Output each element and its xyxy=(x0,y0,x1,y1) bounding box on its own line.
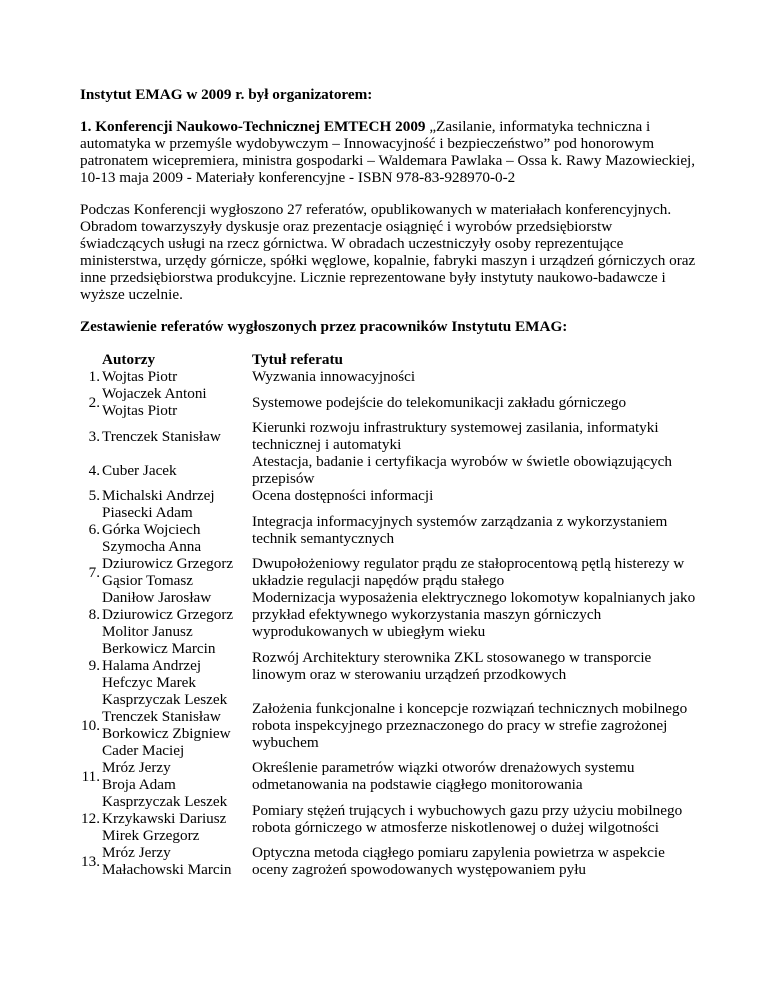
author-name: Cuber Jacek xyxy=(102,461,177,479)
header-title: Tytuł referatu xyxy=(252,351,343,368)
author-name: Kasprzyczak Leszek xyxy=(102,793,228,810)
row-authors xyxy=(102,487,252,504)
row-number: 6. xyxy=(88,521,100,538)
conference-title: 1. Konferencji Naukowo-Technicznej EMTECH 2009 xyxy=(80,118,426,135)
row-number: 2. xyxy=(88,393,100,411)
header-num-cell xyxy=(80,351,102,368)
table-row xyxy=(80,504,700,555)
row-title: Kierunki rozwoju infrastruktury systemowej zasilania, informatyki technicznej i automatyki xyxy=(252,419,659,453)
table-row xyxy=(80,589,700,640)
row-authors xyxy=(102,793,252,844)
row-title: Integracja informacyjnych systemów zarządzania z wykorzystaniem technik semantycznych xyxy=(252,512,668,547)
table-row xyxy=(80,759,700,793)
table-row xyxy=(80,453,700,487)
summary-paragraph: Podczas Konferencji wygłoszono 27 referatów, opublikowanych w materiałach konferencyjnych. Obradom towarzyszyły dyskusje oraz prezentacje osiągnięć i wyrobów przedsiębiorstw świadczących usługi na rzecz górnictwa. W obradach uczestniczyły osoby reprezentujące ministerstwa, urzędy górnicze, spółki węglowe, kopalnie, fabryki maszyn i urządzeń górniczych oraz inne przedsiębiorstwa produkcyjne. Licznie reprezentowane były instytuty naukowo-badawcze i wyższe uczelnie. xyxy=(80,201,696,303)
author-name: Hefczyc Marek xyxy=(102,674,197,691)
author-name: Broja Adam xyxy=(102,776,176,793)
row-title: Optyczna metoda ciągłego pomiaru zapylenia powietrza w aspekcie oceny zagrożeń spowodowanych występowaniem pyłu xyxy=(252,844,665,878)
table-row xyxy=(80,793,700,844)
row-authors xyxy=(102,368,252,385)
author-name: Kasprzyczak Leszek xyxy=(102,691,228,708)
row-authors xyxy=(102,640,252,691)
author-name: Michalski Andrzej xyxy=(102,487,215,504)
table-row xyxy=(80,419,700,453)
row-title: Ocena dostępności informacji xyxy=(252,487,434,504)
author-name: Molitor Janusz xyxy=(102,623,193,640)
table-row xyxy=(80,368,700,385)
row-title: Pomiary stężeń trujących i wybuchowych gazu przy użyciu mobilnego robota górniczego w atmosferze niskotlenowej o dużej wilgotności xyxy=(252,801,683,836)
row-number: 5. xyxy=(88,487,100,504)
row-authors xyxy=(102,759,252,793)
author-name: Mirek Grzegorz xyxy=(102,827,200,844)
author-name: Daniłow Jarosław xyxy=(102,589,212,606)
row-authors xyxy=(102,504,252,555)
row-title: Rozwój Architektury sterownika ZKL stosowanego w transporcie linowym oraz w sterowaniu urządzeń przodkowych xyxy=(252,648,652,683)
header-authors: Autorzy xyxy=(102,351,156,368)
author-name: Trenczek Stanisław xyxy=(102,427,221,445)
table-row xyxy=(80,844,700,878)
table-row xyxy=(80,385,700,419)
author-name: Borkowicz Zbigniew xyxy=(102,725,231,742)
author-name: Wojtas Piotr xyxy=(102,402,178,419)
author-name: Halama Andrzej xyxy=(102,657,202,674)
author-name: Dziurowicz Grzegorz xyxy=(102,555,234,572)
row-title: Wyzwania innowacyjności xyxy=(252,368,416,385)
row-authors xyxy=(102,691,252,759)
row-number: 4. xyxy=(88,461,100,479)
row-authors xyxy=(102,589,252,640)
conference-paragraph xyxy=(80,118,700,186)
table-row xyxy=(80,487,700,504)
conference-details: „Zasilanie, informatyka techniczna i automatyka w przemyśle wydobywczym – Innowacyjność i bezpieczeństwo” pod honorowym patronatem wicepremiera, ministra gospodarki – Waldemara Pawlaka – Ossa k. Rawy Mazowieckiej, 10-13 maja 2009 - Materiały konferencyjne - ISBN 978-83-928970-0-2 xyxy=(80,118,696,186)
row-number: 3. xyxy=(88,427,100,445)
row-authors xyxy=(102,385,252,419)
row-number: 9. xyxy=(88,657,100,674)
document-page xyxy=(80,86,700,878)
author-name: Wojaczek Antoni xyxy=(102,385,207,402)
author-name: Cader Maciej xyxy=(102,742,185,759)
row-title: Dwupołożeniowy regulator prądu ze stałoprocentową pętlą histerezy w układzie regulacji napędów prądu stałego xyxy=(252,555,685,589)
row-authors xyxy=(102,419,252,453)
row-number: 8. xyxy=(88,606,100,623)
row-number: 11. xyxy=(81,767,100,785)
papers-table xyxy=(80,351,700,878)
intro-heading: Instytut EMAG w 2009 r. był organizatorem: xyxy=(80,86,373,103)
table-row xyxy=(80,691,700,759)
author-name: Mróz Jerzy xyxy=(102,759,171,776)
row-title: Określenie parametrów wiązki otworów drenażowych systemu odmetanowania na podstawie ciągłego monitorowania xyxy=(252,759,635,793)
row-number: 1. xyxy=(88,368,100,385)
row-authors xyxy=(102,555,252,589)
papers-table-header xyxy=(80,351,700,368)
table-row xyxy=(80,555,700,589)
row-authors xyxy=(102,453,252,487)
author-name: Krzykawski Dariusz xyxy=(102,810,227,827)
author-name: Trenczek Stanisław xyxy=(102,708,221,725)
author-name: Piasecki Adam xyxy=(102,504,193,521)
papers-list-heading: Zestawienie referatów wygłoszonych przez pracowników Instytutu EMAG: xyxy=(80,318,568,335)
row-authors xyxy=(102,844,252,878)
row-title: Modernizacja wyposażenia elektrycznego lokomotyw kopalnianych jako przykład efektywnego wykorzystania maszyn górniczych wyprodukowanych w ubiegłym wieku xyxy=(252,589,696,640)
author-name: Gąsior Tomasz xyxy=(102,572,194,589)
author-name: Mróz Jerzy xyxy=(102,844,171,861)
author-name: Dziurowicz Grzegorz xyxy=(102,606,234,623)
table-row xyxy=(80,640,700,691)
author-name: Górka Wojciech xyxy=(102,521,201,538)
author-name: Szymocha Anna xyxy=(102,538,202,555)
row-title: Założenia funkcjonalne i koncepcje rozwiązań technicznych mobilnego robota inspekcyjnego przeznaczonego do pracy w strefie zagrożonej wybuchem xyxy=(252,699,688,751)
row-title: Atestacja, badanie i certyfikacja wyrobów w świetle obowiązujących przepisów xyxy=(252,453,673,487)
row-number: 12. xyxy=(81,810,100,827)
row-number: 7. xyxy=(88,563,100,581)
author-name: Małachowski Marcin xyxy=(102,861,232,878)
row-title: Systemowe podejście do telekomunikacji zakładu górniczego xyxy=(252,393,627,411)
row-number: 13. xyxy=(81,852,100,870)
author-name: Berkowicz Marcin xyxy=(102,640,216,657)
author-name: Wojtas Piotr xyxy=(102,368,178,385)
row-number: 10. xyxy=(81,716,100,734)
